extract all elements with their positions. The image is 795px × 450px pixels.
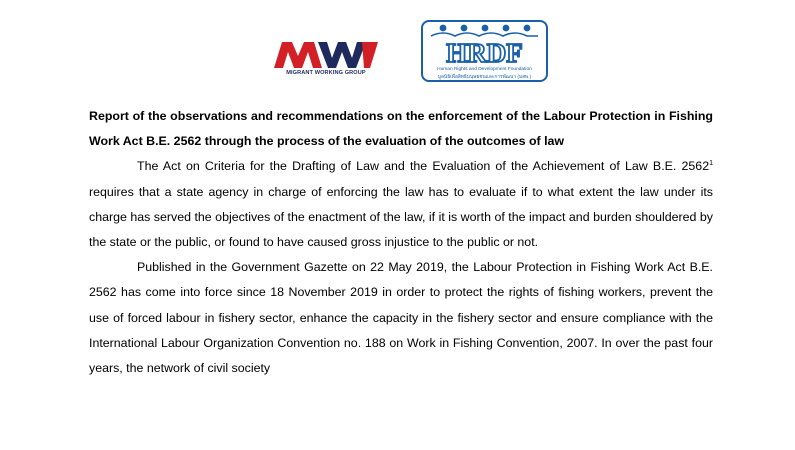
paragraph-1 [89, 154, 713, 255]
paragraph-1-text-end: requires that a state agency in charge of enforcing the law has to evaluate if to what extent the law under its charge has served the objectives of the enactment of the law, if it is worth of the impact and burden shouldered by the state or the public, or found to have caused gross injustice to the public or not. [89, 184, 713, 250]
document-title: Report of the observations and recommendations on the enforcement of the Labour Protection in Fishing Work Act B.E. 2562 through the process of the evaluation of the outcomes of law [89, 109, 713, 149]
paragraph-1-text-start: The Act on Criteria for the Drafting of Law and the Evaluation of the Achievement of Law B.E. 2562 [137, 159, 710, 174]
hrdf-caption-english: Human Rights and Development Foundation [437, 67, 532, 72]
logo-header [0, 20, 795, 82]
hrdf-wordmark: HRDF [446, 38, 523, 68]
paragraph-2: Published in the Government Gazette on 22 May 2019, the Labour Protection in Fishing Work Act B.E. 2562 has come into force since 18 November 2019 in order to protect the rights of fishing workers, prevent the use of forced labour in fishery sector, enhance the capacity in the fishery sector and ensure compliance with the International Labour Organization Convention no. 188 on Work in Fishing Convention, 2007. In over the past four years, the network of civil society [89, 260, 713, 376]
footnote-marker: 1 [709, 160, 713, 168]
document-body [89, 104, 713, 381]
hrdf-caption-thai: มูลนิธิเพื่อสิทธิมนุษยชนและการพัฒนา (มสพ.) [437, 75, 532, 80]
mwg-caption: MIGRANT WORKING GROUP [286, 70, 366, 76]
